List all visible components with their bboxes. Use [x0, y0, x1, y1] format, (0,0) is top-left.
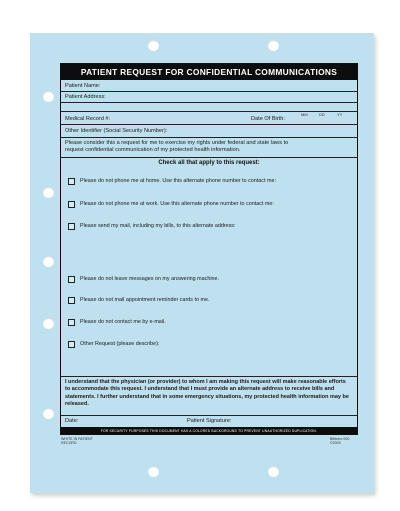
option-label: Other Request (please describe): — [80, 341, 160, 347]
binder-hole-left-4 — [43, 318, 54, 329]
divider — [61, 102, 357, 103]
form-title: PATIENT REQUEST FOR CONFIDENTIAL COMMUNICATIONS — [61, 64, 357, 80]
binder-hole-top-2 — [268, 40, 279, 51]
option-checkbox[interactable] — [68, 178, 75, 185]
option-label: Please do not phone me at work. Use this alternate phone number to contact me: — [80, 201, 274, 207]
option-checkbox[interactable] — [68, 341, 75, 348]
date-label: Date: — [65, 418, 79, 424]
dob-mm-label: MM — [301, 112, 308, 117]
binder-hole-bottom-1 — [148, 466, 159, 477]
option-checkbox[interactable] — [68, 223, 75, 230]
binder-hole-left-5 — [43, 408, 54, 419]
option-label: Please do not contact me by e-mail. — [80, 319, 166, 325]
option-checkbox[interactable] — [68, 319, 75, 326]
acknowledgement-statement: I understand that the physician (or provider) to whom I am making this request will make reasonable efforts to accommodate this request. I understand that I must provide an alternate address to receive bills and statements. I further understand that in some emergency situations, my protected health information may be released. — [65, 379, 349, 407]
divider — [61, 91, 357, 92]
divider — [61, 415, 357, 416]
option-label: Please do not leave messages on my answering machine. — [80, 276, 220, 282]
option-label: Please send my mail, including my bills, to this alternate address: — [80, 223, 236, 229]
patient-name-label: Patient Name: — [65, 83, 101, 89]
divider — [61, 124, 357, 125]
divider — [61, 111, 357, 112]
option-checkbox[interactable] — [68, 276, 75, 283]
patient-address-label: Patient Address: — [65, 94, 106, 100]
binder-hole-left-2 — [43, 187, 54, 198]
option-checkbox[interactable] — [68, 297, 75, 304]
form-copy-note-line2: RECORD — [61, 441, 77, 446]
option-label: Please do not mail appointment reminder cards to me. — [80, 297, 210, 303]
security-note: FOR SECURITY PURPOSES THIS DOCUMENT HAS A COLORED BACKGROUND TO PREVENT UNAUTHORIZED DUPLICATION. — [100, 428, 318, 433]
divider — [61, 376, 357, 377]
binder-hole-left-1 — [43, 91, 54, 102]
date-of-birth-label: Date Of Birth: — [251, 116, 285, 122]
binder-hole-bottom-2 — [268, 466, 279, 477]
form-number — [330, 437, 349, 445]
binder-hole-top-1 — [148, 40, 159, 51]
dob-yy-label: YY — [337, 112, 343, 117]
divider — [61, 137, 357, 138]
form-number-line1: Bibbero 000 — [330, 437, 350, 441]
form-copy-note-line1: WHITE IN PATIENT — [61, 437, 93, 441]
security-note-bar — [61, 427, 357, 434]
dob-dd-label: DD — [319, 112, 325, 117]
intro-paragraph: Please consider this a request for me to exercise my rights under federal and state laws to request confidential communication of my protected health information. — [65, 140, 289, 154]
check-all-title: Check all that apply to this request: — [158, 160, 260, 166]
medical-record-label: Medical Record #: — [65, 116, 111, 122]
option-label: Please do not phone me at home. Use this alternate phone number to contact me: — [80, 178, 276, 184]
binder-hole-left-3 — [43, 256, 54, 267]
patient-signature-label: Patient Signature: — [187, 418, 232, 424]
other-identifier-label: Other Identifier (Social Security Number): — [65, 128, 168, 134]
divider — [61, 157, 357, 158]
form-number-line2: ©2003 — [330, 441, 341, 446]
form-copy-note — [61, 437, 93, 445]
option-checkbox[interactable] — [68, 201, 75, 208]
confidential-communications-form — [60, 63, 358, 435]
